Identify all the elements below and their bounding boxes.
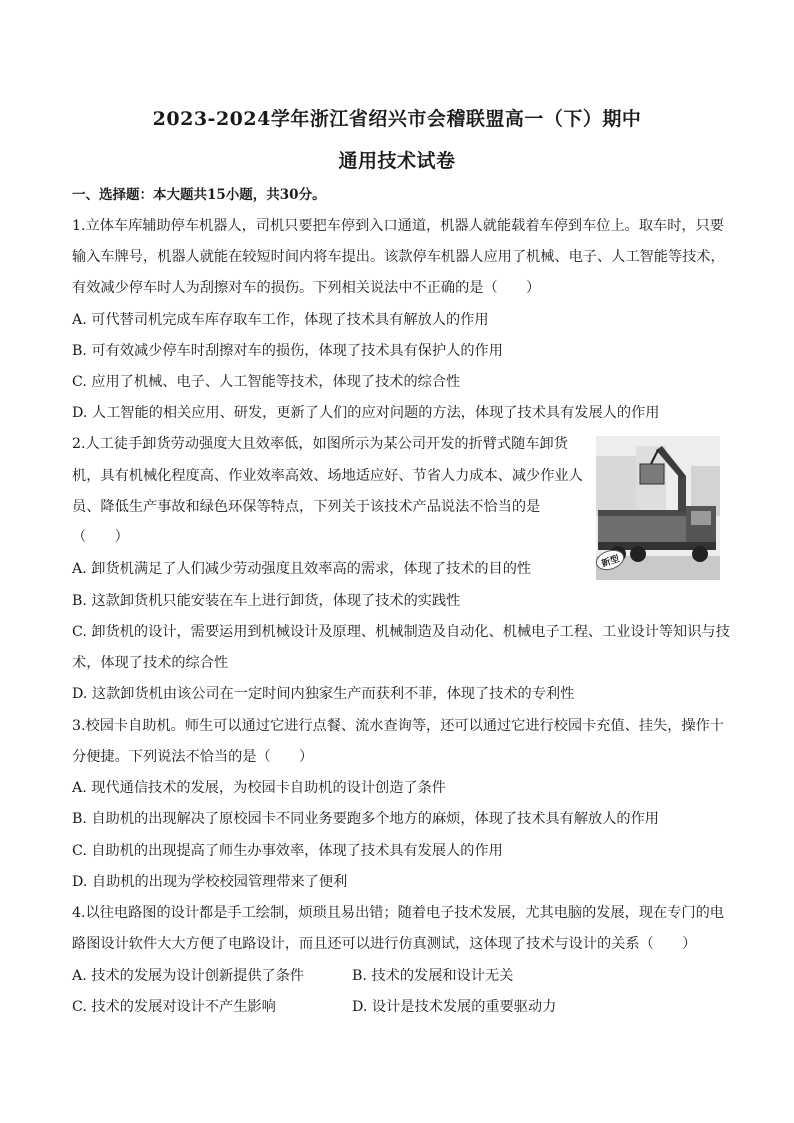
q4-option-c: C. 技术的发展对设计不产生影响 [72,999,276,1015]
q4-option-a: A. 技术的发展为设计创新提供了条件 [72,968,305,984]
exam-title: 2023-2024学年浙江省绍兴市会稽联盟高一（下）期中 [152,108,642,130]
q3-option-a: A. 现代通信技术的发展，为校园卡自助机的设计创造了条件 [72,780,446,796]
truck-crane-photo [596,436,720,580]
new-model-badge: 新型 [600,554,621,570]
q1-stem-line: 输入车牌号，机器人就能在较短时间内将车提出。该款停车机器人应用了机械、电子、人工智能等技术， [72,249,725,265]
q2-stem-line: 2.人工徒手卸货劳动强度大且效率低，如图所示为某公司开发的折臂式随车卸货 [72,436,568,452]
q2-stem-line: （ ） [72,529,129,545]
q1-stem-line: 有效减少停车时人为刮擦对车的损伤。下列相关说法中不正确的是（ ） [72,280,541,296]
q1-stem-line: 1.立体车库辅助停车机器人，司机只要把车停到入口通道，机器人就能载着车停到车位上。取车时，只要 [72,218,724,234]
q4-option-b: B. 技术的发展和设计无关 [352,968,514,984]
q1-option-a: A. 可代替司机完成车库存取车工作，体现了技术具有解放人的作用 [72,312,489,328]
q4-stem-line: 路图设计软件大大方便了电路设计，而且还可以进行仿真测试，这体现了技术与设计的关系（ ） [72,936,697,952]
q2-option-c-cont: 术，体现了技术的综合性 [72,655,229,671]
q3-option-d: D. 自助机的出现为学校校园管理带来了便利 [72,874,348,890]
q1-option-d: D. 人工智能的相关应用、研发，更新了人们的应对问题的方法，体现了技术具有发展人的作用 [72,405,660,421]
q1-option-b: B. 可有效减少停车时刮擦对车的损伤，体现了技术具有保护人的作用 [72,343,503,359]
q2-option-a: A. 卸货机满足了人们减少劳动强度且效率高的需求，体现了技术的目的性 [72,561,532,577]
section-heading: 一、选择题：本大题共15小题，共30分。 [72,187,326,203]
q4-stem-line: 4.以往电路图的设计都是手工绘制，烦琐且易出错；随着电子技术发展，尤其电脑的发展，现在专门的电 [72,905,724,921]
q3-stem-line: 分便捷。下列说法不恰当的是（ ） [72,749,314,765]
q2-stem-line: 员、降低生产事故和绿色环保等特点，下列关于该技术产品说法不恰当的是 [72,499,541,515]
q4-option-d: D. 设计是技术发展的重要驱动力 [352,999,557,1015]
q3-option-b: B. 自助机的出现解决了原校园卡不同业务要跑多个地方的麻烦，体现了技术具有解放人的作用 [72,811,659,827]
q3-option-c: C. 自助机的出现提高了师生办事效率，体现了技术具有发展人的作用 [72,843,503,859]
exam-subtitle: 通用技术试卷 [338,150,456,172]
q2-option-c: C. 卸货机的设计，需要运用到机械设计及原理、机械制造及自动化、机械电子工程、工业设计等知识与技 [72,624,730,640]
q2-option-b: B. 这款卸货机只能安装在车上进行卸货，体现了技术的实践性 [72,593,461,609]
q2-stem-line: 机，具有机械化程度高、作业效率高效、场地适应好、节省人力成本、减少作业人 [72,468,583,484]
q1-option-c: C. 应用了机械、电子、人工智能等技术，体现了技术的综合性 [72,374,461,390]
q2-option-d: D. 这款卸货机由该公司在一定时间内独家生产而获利不菲，体现了技术的专利性 [72,686,575,702]
q3-stem-line: 3.校园卡自助机。师生可以通过它进行点餐、流水查询等，还可以通过它进行校园卡充值、挂失，操作十 [72,718,724,734]
